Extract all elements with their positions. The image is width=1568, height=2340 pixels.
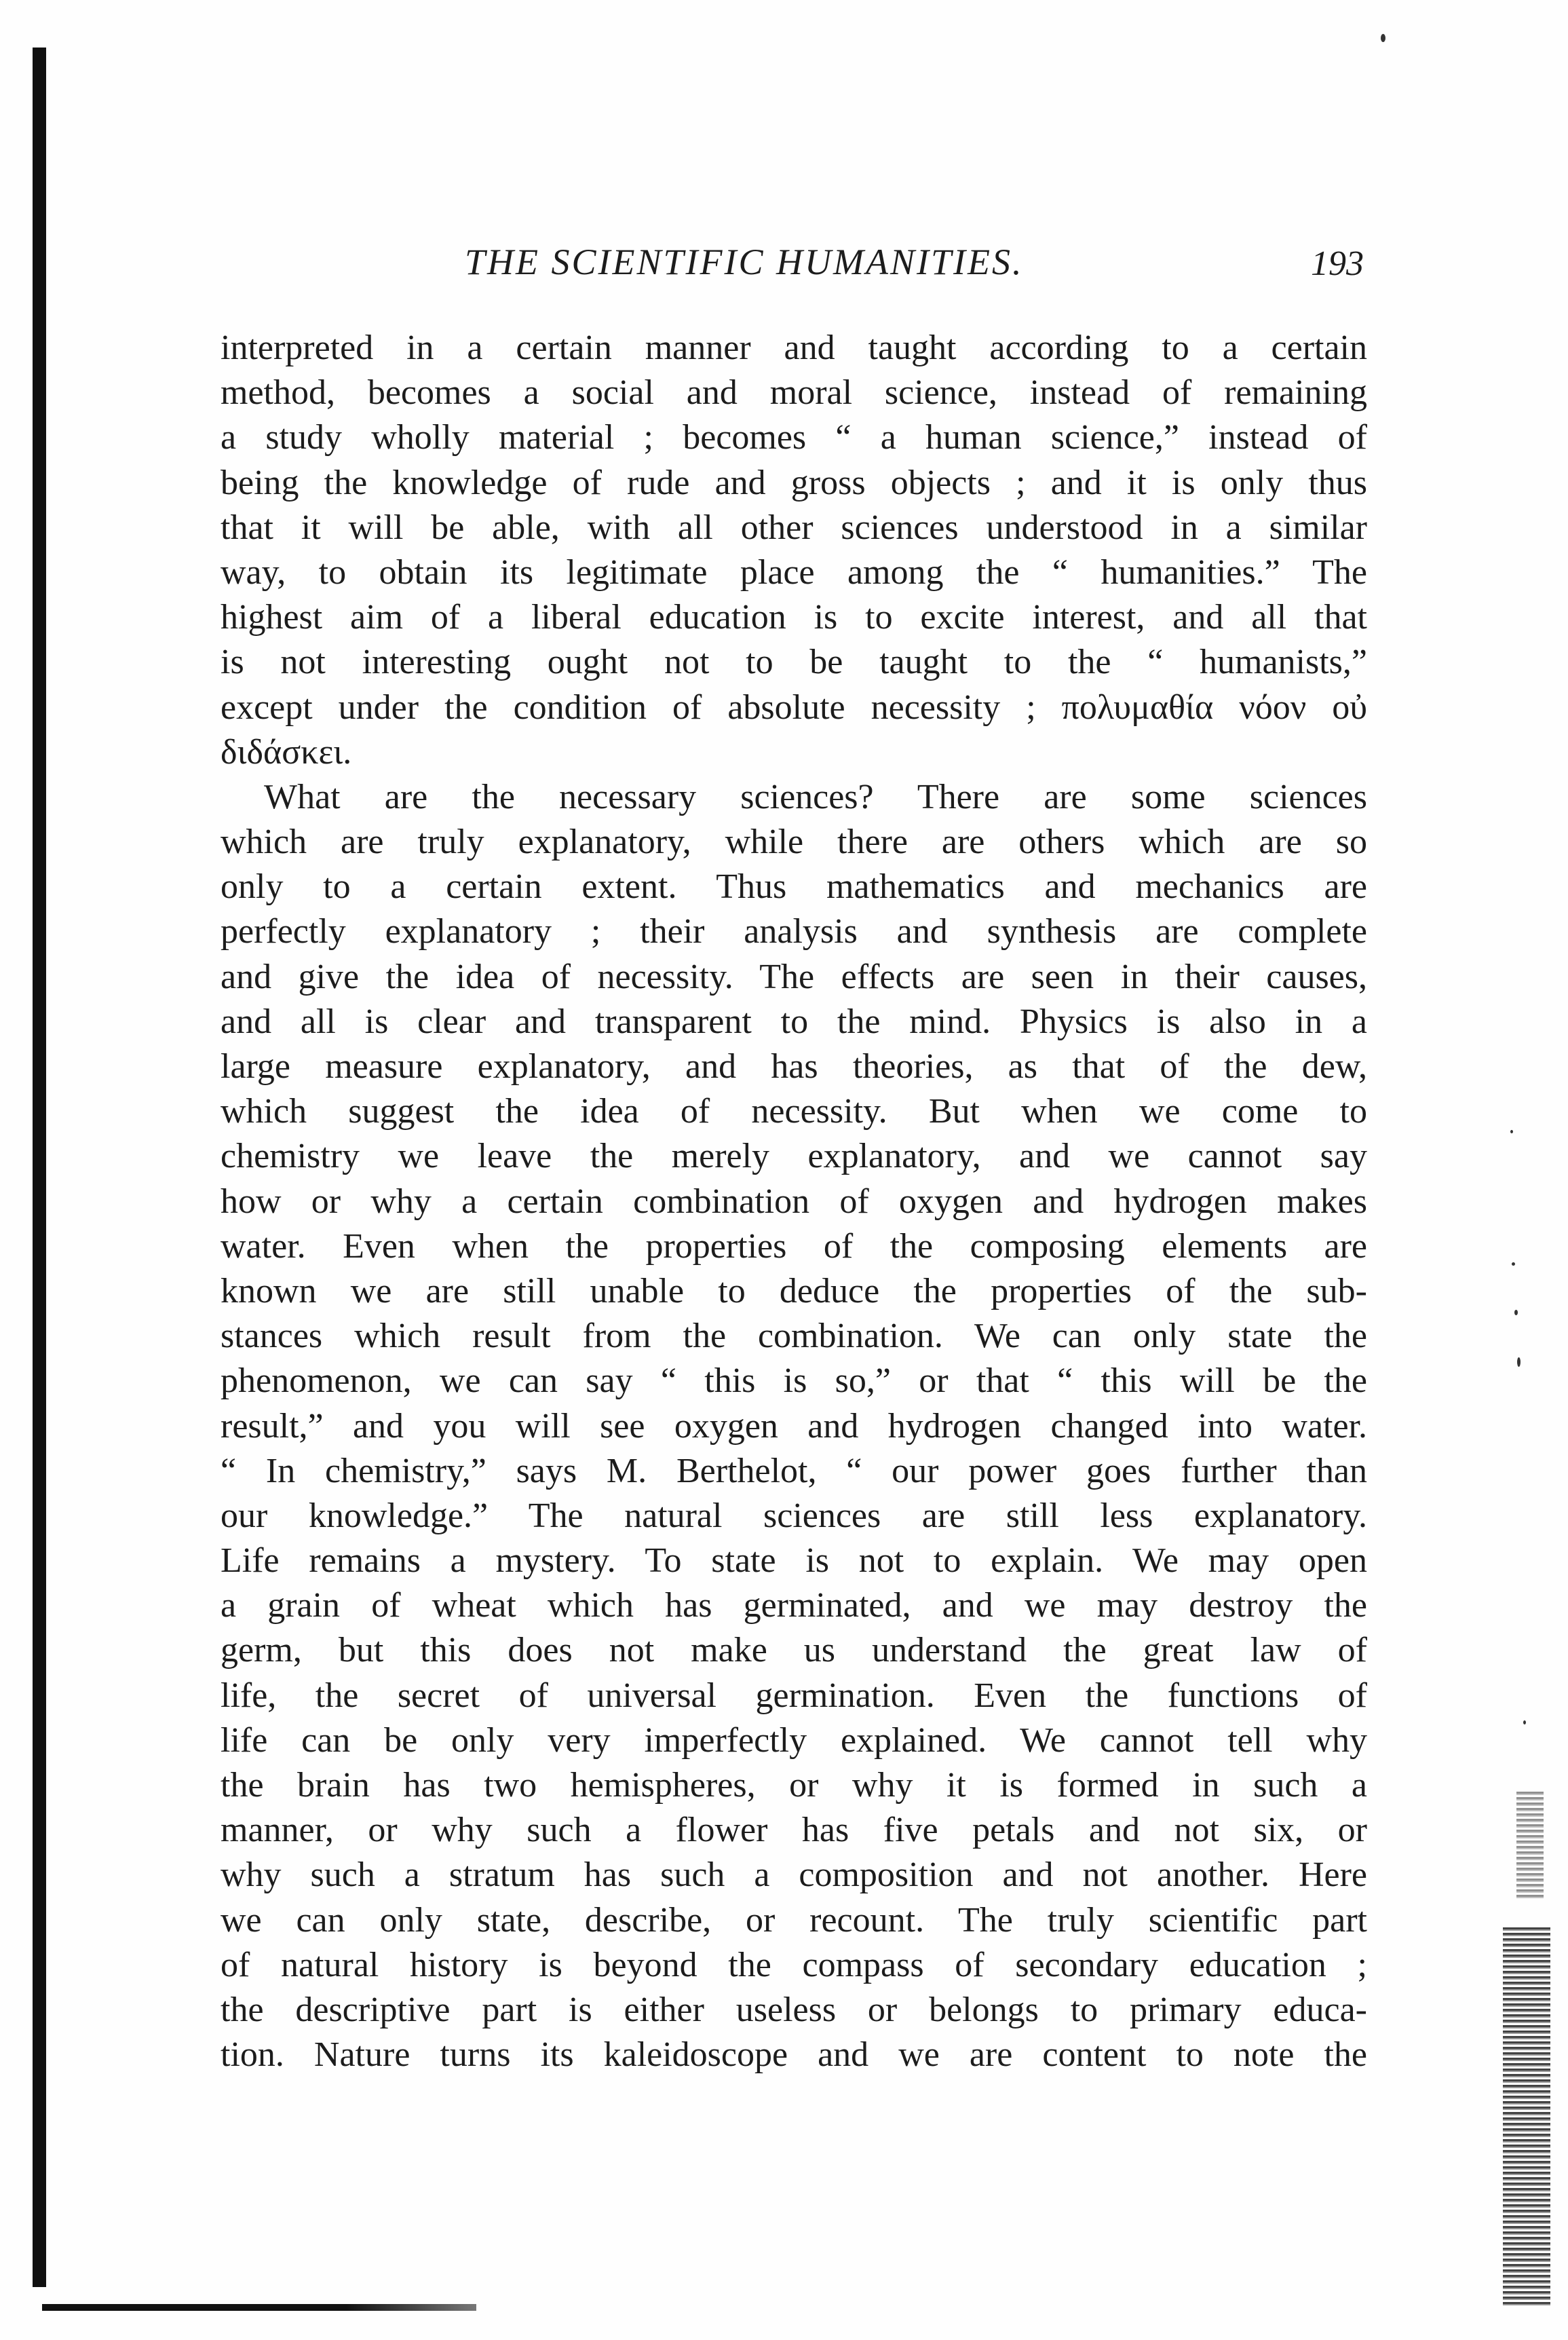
text-line: that it will be able, with all other sciences understood in a similar: [221, 508, 1367, 547]
text-line: germ, but this does not make us understand the great law of: [221, 1631, 1367, 1670]
text-line: we can only state, describe, or recount. The truly scientific part: [221, 1900, 1367, 1940]
running-title: THE SCIENTIFIC HUMANITIES.: [465, 242, 1024, 282]
text-line: known we are still unable to deduce the properties of the sub-: [221, 1271, 1367, 1310]
text-line: water. Even when the properties of the composing elements are: [221, 1226, 1367, 1266]
text-line: highest aim of a liberal education is to excite interest, and all that: [221, 598, 1367, 637]
text-line: a grain of wheat which has germinated, and we may destroy the: [221, 1586, 1367, 1625]
text-line: being the knowledge of rude and gross objects ; and it is only thus: [221, 463, 1367, 502]
text-line: and give the idea of necessity. The effects are seen in their causes,: [221, 957, 1367, 996]
text-line: tion. Nature turns its kaleidoscope and we are content to note the: [221, 2035, 1367, 2075]
body-text: [221, 326, 1367, 2077]
text-line: why such a stratum has such a composition and not another. Here: [221, 1855, 1367, 1895]
binding-shadow: [33, 48, 46, 2287]
scan-speck: [1510, 1130, 1513, 1133]
text-line: manner, or why such a flower has five petals and not six, or: [221, 1811, 1367, 1850]
text-line: the brain has two hemispheres, or why it is formed in such a: [221, 1766, 1367, 1805]
text-line: What are the necessary sciences? There are some sciences: [264, 777, 1367, 816]
page-number: 193: [1311, 244, 1364, 283]
text-line: of natural history is beyond the compass of secondary education ;: [221, 1945, 1367, 1984]
running-head: [224, 241, 1364, 295]
text-line: chemistry we leave the merely explanatory, and we cannot say: [221, 1137, 1367, 1176]
text-line: perfectly explanatory ; their analysis and synthesis are complete: [221, 912, 1367, 951]
scan-edge-noise: [1516, 1792, 1544, 1900]
text-line: way, to obtain its legitimate place among the “ humanities.” The: [221, 552, 1367, 592]
text-line: a study wholly material ; becomes “ a human science,” instead of: [221, 418, 1367, 457]
text-line: phenomenon, we can say “ this is so,” or that “ this will be the: [221, 1361, 1367, 1401]
text-line: the descriptive part is either useless or belongs to primary educa-: [221, 1990, 1367, 2029]
text-line: method, becomes a social and moral science, instead of remaining: [221, 373, 1367, 413]
text-line: life can be only very imperfectly explained. We cannot tell why: [221, 1720, 1367, 1760]
scan-speck: [1517, 1357, 1521, 1367]
text-line: except under the condition of absolute necessity ; πολυμαθία νόον οὐ: [221, 687, 1367, 727]
text-line: which suggest the idea of necessity. But when we come to: [221, 1092, 1367, 1131]
text-line: large measure explanatory, and has theories, as that of the dew,: [221, 1047, 1367, 1086]
text-line: is not interesting ought not to be taught to the “ humanists,”: [221, 643, 1367, 682]
text-line: interpreted in a certain manner and taught according to a certain: [221, 328, 1367, 367]
text-line: life, the secret of universal germination. Even the functions of: [221, 1676, 1367, 1715]
text-line: which are truly explanatory, while there are others which are so: [221, 823, 1367, 862]
scan-speck: [1512, 1262, 1515, 1266]
scan-edge-noise: [1503, 1927, 1550, 2307]
bottom-rule: [42, 2304, 476, 2311]
text-line: stances which result from the combination. We can only state the: [221, 1317, 1367, 1356]
text-line: our knowledge.” The natural sciences are still less explanatory.: [221, 1496, 1367, 1535]
text-line: “ In chemistry,” says M. Berthelot, “ our power goes further than: [221, 1451, 1367, 1490]
text-line: Life remains a mystery. To state is not to explain. We may open: [221, 1541, 1367, 1581]
scan-speck: [1523, 1720, 1526, 1724]
text-line: result,” and you will see oxygen and hydrogen changed into water.: [221, 1406, 1367, 1446]
scan-speck: [1514, 1310, 1518, 1315]
scan-speck: [1381, 34, 1385, 42]
text-line: and all is clear and transparent to the mind. Physics is also in a: [221, 1002, 1367, 1041]
text-line: only to a certain extent. Thus mathematics and mechanics are: [221, 867, 1367, 907]
text-line: διδάσκει.: [221, 732, 352, 772]
text-line: how or why a certain combination of oxygen and hydrogen makes: [221, 1182, 1367, 1221]
